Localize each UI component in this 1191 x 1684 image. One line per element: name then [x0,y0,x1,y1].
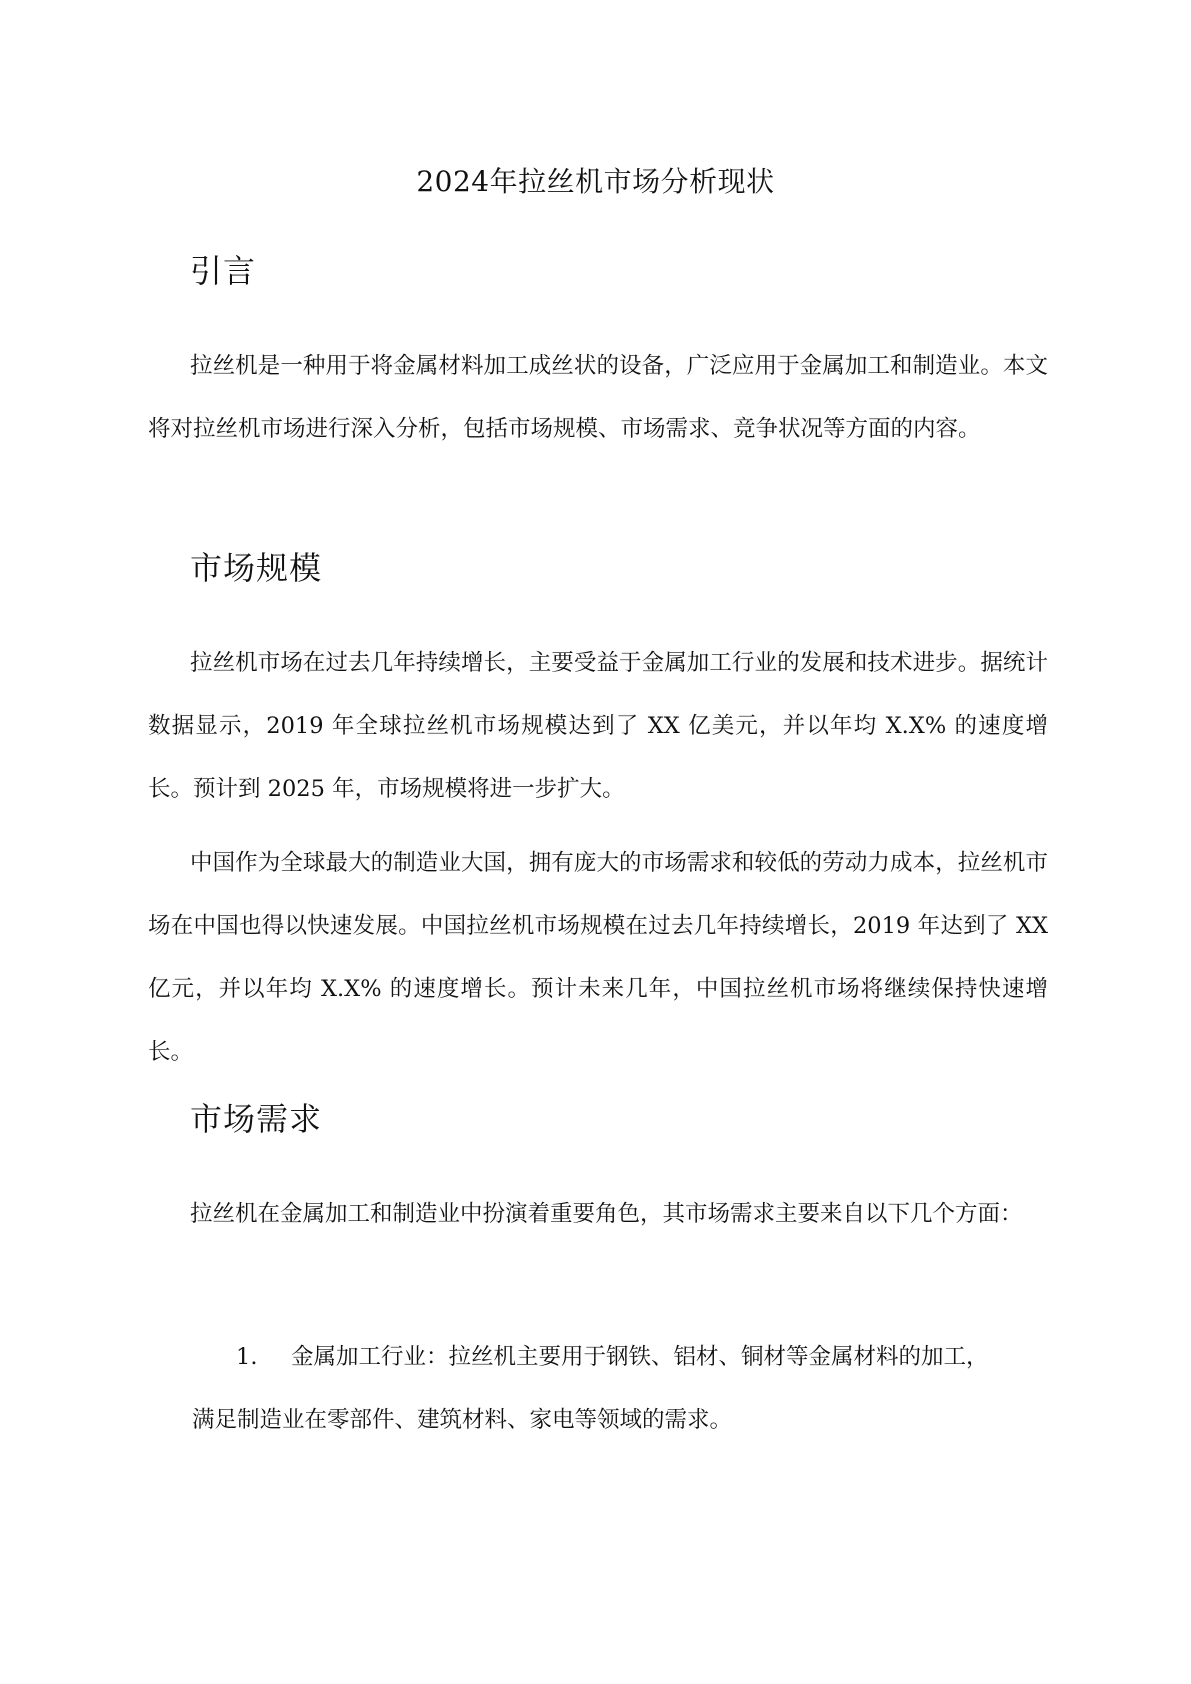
paragraph-market-size-global: 拉丝机市场在过去几年持续增长，主要受益于金属加工行业的发展和技术进步。据统计数据显示，2019 年全球拉丝机市场规模达到了 XX 亿美元，并以年均 X.X% 的速度增长。预计到 2025 年，市场规模将进一步扩大。 [148,650,1048,802]
paragraph-market-demand: 拉丝机在金属加工和制造业中扮演着重要角色，其市场需求主要来自以下几个方面： [190,1201,1023,1227]
paragraph-introduction: 拉丝机是一种用于将金属材料加工成丝状的设备，广泛应用于金属加工和制造业。本文将对拉丝机市场进行深入分析，包括市场规模、市场需求、竞争状况等方面的内容。 [148,353,1048,442]
list-item-number: 1. [236,1344,258,1370]
list-item [190,1326,1050,1452]
list-item-text-continued: 满足制造业在零部件、建筑材料、家电等领域的需求。 [192,1407,733,1433]
document-title: 2024年拉丝机市场分析现状 [416,165,775,198]
paragraph-market-size-china: 中国作为全球最大的制造业大国，拥有庞大的市场需求和较低的劳动力成本，拉丝机市场在中国也得以快速发展。中国拉丝机市场规模在过去几年持续增长，2019 年达到了 XX 亿元，并以年均 X.X% 的速度增长。预计未来几年，中国拉丝机市场将继续保持快速增长。 [148,850,1048,1065]
section-heading-market-size: 市场规模 [190,549,323,587]
list-item-text: 金属加工行业：拉丝机主要用于钢铁、铝材、铜材等金属材料的加工， [291,1344,989,1370]
section-heading-market-demand: 市场需求 [190,1100,323,1138]
section-heading-introduction: 引言 [190,252,257,290]
